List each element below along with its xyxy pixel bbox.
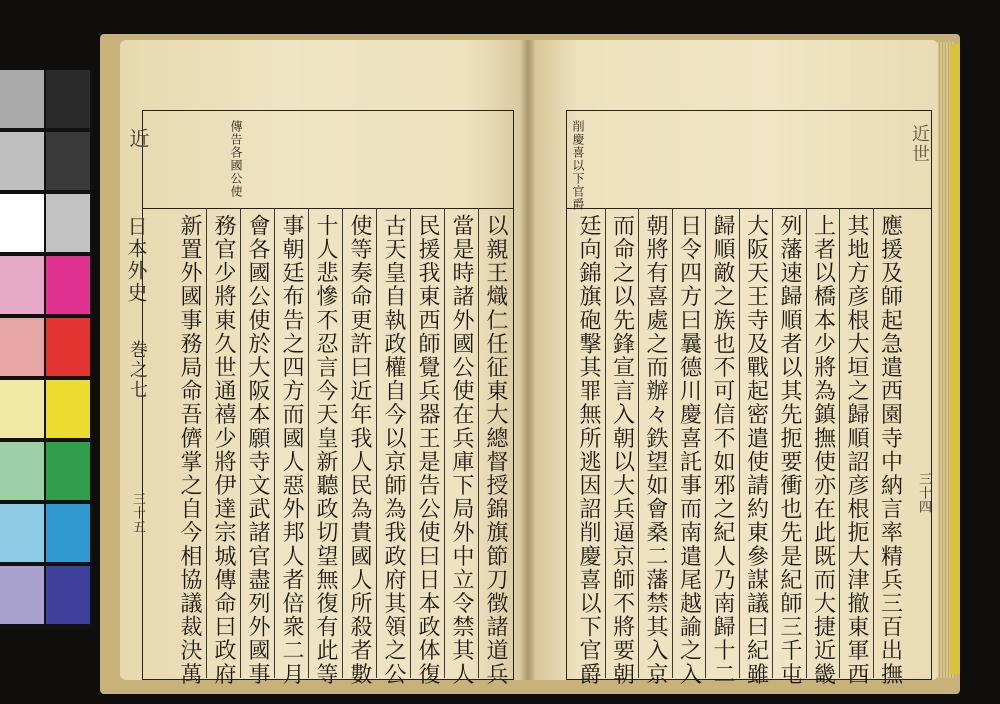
text-column: 事朝廷布告之四方而國人惡外邦人者倍衆二月 [279,214,304,686]
text-column: 大阪天王寺及戰起密遣使請約東參謀議曰紀雖 [743,214,769,686]
column-rule [342,208,343,678]
color-swatch [0,380,44,438]
text-column: 十人悲慘不忍言今天皇新聽政切望無復有此等 [313,214,338,686]
color-swatch [46,194,90,252]
column-rule [705,208,706,678]
right-margin-note: 削慶喜以下官爵 [571,120,585,211]
column-rule [410,208,411,678]
column-rule [638,208,639,678]
column-rule [772,208,773,678]
column-rule [240,208,241,678]
color-swatch [0,504,44,562]
color-swatch [0,442,44,500]
color-swatch [0,256,44,314]
text-column: 當是時諸外國公使在兵庫下局外中立令禁其人 [449,214,474,686]
column-rule [376,208,377,678]
left-page-number: 三十五 [130,492,145,534]
column-rule [873,208,874,678]
right-page-number: 三十四 [916,472,931,514]
color-swatch [46,318,90,376]
text-column: 使等奏命更許曰近年我人民為貴國人所殺者數 [347,214,372,686]
left-margin-note: 傳告各國公使 [229,120,243,198]
color-swatch [0,132,44,190]
column-rule [605,208,606,678]
left-header-glyph: 近 [126,128,150,150]
text-column: 以親王熾仁任征東大總督授錦旗節刀徴諸道兵 [483,214,508,686]
text-column: 務官少將東久世通禧少將伊達宗城傳命曰政府 [211,214,236,686]
left-running-title: 日本外史 [124,216,148,304]
text-column: 日令四方曰曩德川慶喜託事而南遣尾越諭之入 [676,214,702,686]
right-header-rule [566,208,932,209]
text-column: 民援我東西師覺兵器王是告公使曰日本政体復 [415,214,440,686]
color-swatch [46,380,90,438]
color-swatch [0,70,44,128]
column-rule [308,208,309,678]
color-swatch [0,318,44,376]
color-swatch [0,566,44,624]
color-swatch [46,132,90,190]
book-gutter [520,40,536,680]
column-rule [672,208,673,678]
text-column: 上者以橋本少將為鎮撫使亦在此既而大捷近畿 [810,214,836,686]
column-rule [444,208,445,678]
text-column: 廷向錦旗砲撃其罪無所逃因詔削慶喜以下官爵 [576,214,601,686]
text-column: 歸順敵之族也不可信不如邪之紀人乃南歸十二 [710,214,735,686]
right-header-glyph: 近世 [909,124,930,164]
column-rule [839,208,840,678]
text-column: 其地方彦根大垣之歸順詔彦根扼大津撤東軍西 [844,214,869,686]
color-swatch [0,194,44,252]
text-column: 會各國公使於大阪本願寺文武諸官盡列外國事 [245,214,270,686]
column-rule [739,208,740,678]
color-swatch [46,256,90,314]
color-swatch [46,504,90,562]
text-column: 列藩速歸順者以其先扼要衝也先是紀師三千屯 [777,214,802,686]
text-column: 朝將有喜處之而辦々鉄望如會桑二藩禁其入京 [643,214,668,686]
color-swatch [46,70,90,128]
text-column: 古天皇自執政權自今以京師為我政府其領之公 [381,214,406,686]
color-calibration-bar [0,70,92,630]
left-volume-label: 巻之七 [127,340,148,400]
column-rule [206,208,207,678]
text-column: 新置外國事務局命吾儕掌之自今相協議裁決萬 [177,214,202,686]
column-rule [274,208,275,678]
column-rule [478,208,479,678]
right-page [528,40,938,686]
color-swatch [46,442,90,500]
left-header-rule [142,208,514,209]
left-page [120,40,528,686]
column-rule [806,208,807,678]
yellow-page-edge [950,44,960,674]
text-column: 而命之以先鋒宣言入朝以大兵逼京師不將要朝 [609,214,635,686]
text-column: 應援及師起急遣西園寺中納言率精兵三百出撫 [877,214,903,686]
color-swatch [46,566,90,624]
